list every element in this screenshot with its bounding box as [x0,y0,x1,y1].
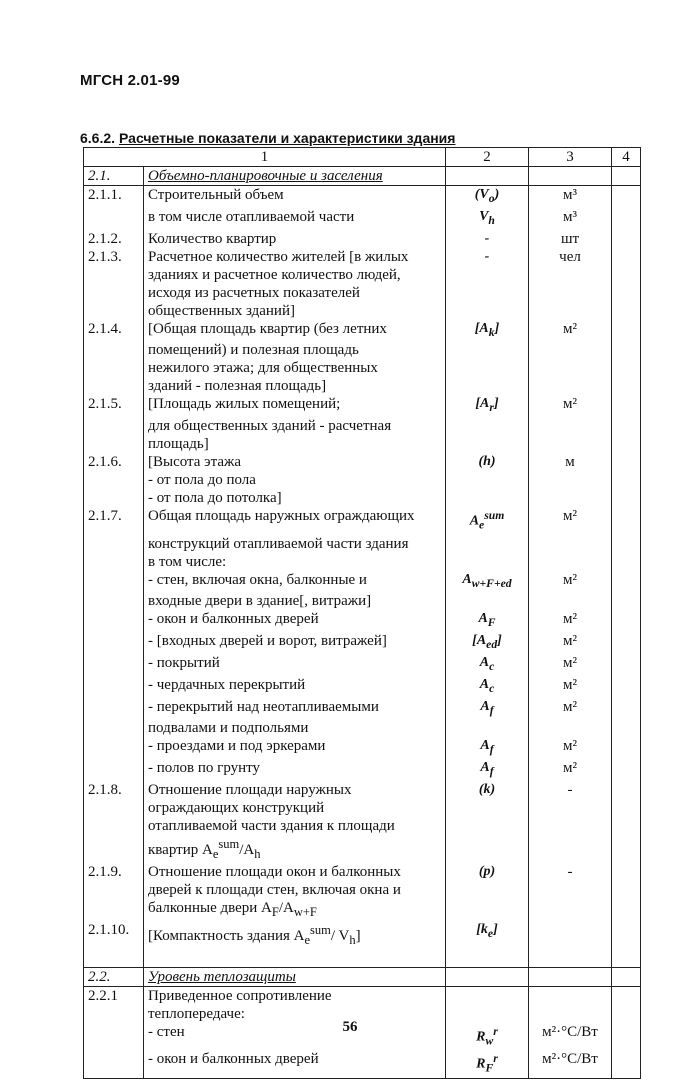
row-unit [529,377,612,395]
row-number: 2.1.8. [84,781,144,799]
row-symbol: $A_c$ [446,676,529,698]
row-symbol [446,359,529,377]
row-unit [529,302,612,320]
row-symbol [446,435,529,453]
row-unit [529,899,612,921]
row-symbol: $[A_{ed}]$ [446,632,529,654]
row-extra [612,987,641,1006]
row-symbol: $R_F^r$ [446,1050,529,1078]
row-unit [529,835,612,863]
row-number [84,737,144,759]
row-extra [612,489,641,507]
group-title: Уровень теплозащиты [144,968,446,987]
row-description: - окон и балконных дверей [144,1050,446,1078]
row-extra [612,208,641,230]
row-unit [529,881,612,899]
row-number [84,698,144,720]
row-description: Строительный объем [144,186,446,208]
row-unit [529,359,612,377]
section-title [80,130,455,146]
row-symbol: $A_c$ [446,654,529,676]
table-row [84,737,641,759]
row-description: дверей к площади стен, включая окна и [144,881,446,899]
row-symbol: (k) [446,781,529,799]
row-description: Общая площадь наружных ограждающих [144,507,446,534]
indicators-table [83,147,641,1079]
row-symbol [446,489,529,507]
row-number [84,719,144,737]
row-number: 2.1.7. [84,507,144,534]
row-unit: шт [529,230,612,248]
row-symbol [446,719,529,737]
row-number [84,489,144,507]
row-number: 2.1.6. [84,453,144,471]
table-row [84,863,641,881]
row-number [84,817,144,835]
row-unit [529,719,612,737]
table-row [84,781,641,799]
table-row [84,395,641,417]
row-unit: м² [529,320,612,342]
table-row [84,676,641,698]
row-unit: м² [529,395,612,417]
row-number: 2.2.1 [84,987,144,1006]
row-symbol: $A_f$ [446,698,529,720]
row-description: - стен, включая окна, балконные и [144,571,446,593]
row-extra [612,302,641,320]
row-symbol [446,377,529,395]
row-unit: м² [529,676,612,698]
row-unit [529,435,612,453]
table-row [84,799,641,817]
row-symbol: $A_e^{sum}$ [446,507,529,534]
row-description: [Общая площадь квартир (без летних [144,320,446,342]
row-number [84,632,144,654]
row-description: нежилого этажа; для общественных [144,359,446,377]
row-extra [612,186,641,208]
row-description: - [входных дверей и ворот, витражей] [144,632,446,654]
row-extra [612,835,641,863]
table-row [84,610,641,632]
table-row [84,654,641,676]
row-number [84,435,144,453]
row-extra [612,320,641,342]
column-header-4: 4 [612,148,641,167]
row-extra [612,654,641,676]
row-unit [529,489,612,507]
row-description: в том числе: [144,553,446,571]
table-row [84,471,641,489]
row-number [84,553,144,571]
row-number [84,341,144,359]
table-row [84,987,641,1006]
row-description: Расчетное количество жителей [в жилых [144,248,446,266]
row-description: общественных зданий] [144,302,446,320]
row-extra [612,471,641,489]
table-row [84,186,641,208]
row-symbol: $[k_e]$ [446,921,529,949]
row-number [84,417,144,435]
row-number [84,899,144,921]
row-number [84,1050,144,1078]
row-description: - покрытий [144,654,446,676]
row-extra [612,610,641,632]
row-unit [529,341,612,359]
row-number [84,835,144,863]
row-symbol [446,266,529,284]
row-description: квартир $A_e^{sum}/A_h$ [144,835,446,863]
row-extra [612,1050,641,1078]
row-description: конструкций отапливаемой части здания [144,535,446,553]
table-row [84,417,641,435]
row-description: площадь] [144,435,446,453]
row-unit: м² [529,610,612,632]
row-number [84,799,144,817]
row-number [84,377,144,395]
row-extra [612,377,641,395]
table-row [84,248,641,266]
row-number: 2.1.3. [84,248,144,266]
table-row [84,881,641,899]
row-description: теплопередаче: [144,1005,446,1023]
row-description: Отношение площади окон и балконных [144,863,446,881]
row-description: [Высота этажа [144,453,446,471]
column-header-3: 3 [529,148,612,167]
row-number [84,359,144,377]
row-symbol [446,835,529,863]
row-description: Отношение площади наружных [144,781,446,799]
row-description: - перекрытий над неотапливаемыми [144,698,446,720]
row-number [84,592,144,610]
row-extra [612,230,641,248]
row-unit [529,553,612,571]
page-number: 56 [342,1019,358,1035]
table-row [84,571,641,593]
group-header-row [84,968,641,987]
row-extra [612,266,641,284]
table-header-row [84,148,641,167]
table-row [84,435,641,453]
row-number: 2.1.10. [84,921,144,949]
row-unit: м² [529,507,612,534]
row-extra [612,535,641,553]
row-extra [612,571,641,593]
row-symbol [446,881,529,899]
row-extra [612,435,641,453]
table-row [84,453,641,471]
row-unit [529,592,612,610]
row-symbol: $A_f$ [446,759,529,781]
table-row [84,817,641,835]
document-code: МГСН 2.01-99 [80,72,180,89]
row-symbol [446,899,529,921]
row-extra [612,592,641,610]
row-description: балконные двери $A_F/A_{w+F}$ [144,899,446,921]
row-extra [612,453,641,471]
row-description: - окон и балконных дверей [144,610,446,632]
row-number [84,266,144,284]
row-unit [529,817,612,835]
row-number [84,610,144,632]
row-extra [612,341,641,359]
row-extra [612,899,641,921]
group-number: 2.1. [84,167,144,186]
row-unit [529,799,612,817]
row-symbol [446,302,529,320]
row-number [84,654,144,676]
row-unit: м³ [529,208,612,230]
row-description: ограждающих конструкций [144,799,446,817]
row-unit: - [529,863,612,881]
row-number: 2.1.5. [84,395,144,417]
table-row [84,592,641,610]
row-unit: м² [529,571,612,593]
row-extra [612,863,641,881]
column-header-1: 1 [84,148,446,167]
row-number [84,676,144,698]
row-symbol [446,284,529,302]
row-extra [612,921,641,949]
table-row [84,341,641,359]
row-symbol: $(V_o)$ [446,186,529,208]
row-number [84,208,144,230]
row-extra [612,632,641,654]
table-row [84,208,641,230]
row-symbol: $R_w^r$ [446,1023,529,1050]
row-description: зданиях и расчетное количество людей, [144,266,446,284]
row-description: в том числе отапливаемой части [144,208,446,230]
row-extra [612,781,641,799]
row-extra [612,817,641,835]
row-unit: м² [529,698,612,720]
table-row [84,719,641,737]
row-extra [612,737,641,759]
row-unit: м² [529,654,612,676]
table-row [84,359,641,377]
row-symbol: $A_{w+F+ed}$ [446,571,529,593]
row-description: [Площадь жилых помещений; [144,395,446,417]
row-description: - проездами и под эркерами [144,737,446,759]
row-number [84,284,144,302]
row-description: помещений) и полезная площадь [144,341,446,359]
row-unit: м² [529,737,612,759]
row-extra [612,553,641,571]
table-row [84,489,641,507]
table-row [84,320,641,342]
row-unit: м² [529,632,612,654]
row-symbol [446,417,529,435]
row-description: входные двери в здание[, витражи] [144,592,446,610]
row-number [84,302,144,320]
table-row [84,1050,641,1078]
row-symbol: $[A_k]$ [446,320,529,342]
table-row [84,698,641,720]
row-unit [529,284,612,302]
row-symbol: $V_h$ [446,208,529,230]
row-description: - стен [144,1023,446,1050]
row-description: - от пола до потолка] [144,489,446,507]
column-header-2: 2 [446,148,529,167]
section-title-text: Расчетные показатели и характеристики здания [119,130,456,146]
row-symbol: - [446,230,529,248]
row-number [84,881,144,899]
row-unit: м² [529,759,612,781]
row-extra [612,676,641,698]
row-description: Количество квартир [144,230,446,248]
row-extra [612,359,641,377]
row-description: - полов по грунту [144,759,446,781]
row-number: 2.1.9. [84,863,144,881]
row-symbol: $[A_r]$ [446,395,529,417]
section-number: 6.6.2. [80,130,116,146]
row-symbol: - [446,248,529,266]
row-number: 2.1.2. [84,230,144,248]
row-description: - от пола до пола [144,471,446,489]
row-extra [612,507,641,534]
row-symbol [446,799,529,817]
row-description: Приведенное сопротивление [144,987,446,1006]
row-number [84,471,144,489]
row-description: - чердачных перекрытий [144,676,446,698]
row-symbol: (h) [446,453,529,471]
row-number [84,571,144,593]
row-symbol: $A_F$ [446,610,529,632]
table-row [84,921,641,949]
table-row [84,284,641,302]
row-number: 2.1.4. [84,320,144,342]
row-symbol [446,592,529,610]
row-description: исходя из расчетных показателей [144,284,446,302]
row-symbol: $A_f$ [446,737,529,759]
row-number: 2.1.1. [84,186,144,208]
row-unit [529,987,612,1006]
row-extra [612,698,641,720]
table-row [84,632,641,654]
row-number [84,759,144,781]
row-unit: - [529,781,612,799]
row-unit: м²·°С/Вт [529,1023,612,1050]
group-title: Объемно-планировочные и заселения [144,167,446,186]
spacer-row [84,949,641,968]
row-unit [529,535,612,553]
row-symbol [446,817,529,835]
row-unit [529,417,612,435]
row-number [84,535,144,553]
row-unit: м²·°С/Вт [529,1050,612,1078]
row-description: для общественных зданий - расчетная [144,417,446,435]
row-unit: м³ [529,186,612,208]
row-symbol [446,341,529,359]
table-row [84,553,641,571]
table-row [84,899,641,921]
row-extra [612,881,641,899]
row-description: [Компактность здания $A_e^{sum}/$ $V_h$] [144,921,446,949]
row-description: отапливаемой части здания к площади [144,817,446,835]
row-extra [612,284,641,302]
table-row [84,377,641,395]
row-symbol [446,471,529,489]
table-row [84,302,641,320]
table-row [84,230,641,248]
table-row [84,535,641,553]
row-extra [612,759,641,781]
row-extra [612,248,641,266]
row-unit [529,921,612,949]
row-unit [529,266,612,284]
table-row [84,266,641,284]
row-extra [612,395,641,417]
group-number: 2.2. [84,968,144,987]
row-extra [612,417,641,435]
group-header-row [84,167,641,186]
row-symbol [446,535,529,553]
row-extra [612,799,641,817]
row-description: зданий - полезная площадь] [144,377,446,395]
row-unit: м [529,453,612,471]
table-row [84,507,641,534]
row-symbol [446,553,529,571]
row-symbol: (p) [446,863,529,881]
row-unit [529,471,612,489]
row-description: подвалами и подпольями [144,719,446,737]
row-extra [612,719,641,737]
table-row [84,759,641,781]
row-unit: чел [529,248,612,266]
table-row [84,835,641,863]
row-symbol [446,987,529,1006]
